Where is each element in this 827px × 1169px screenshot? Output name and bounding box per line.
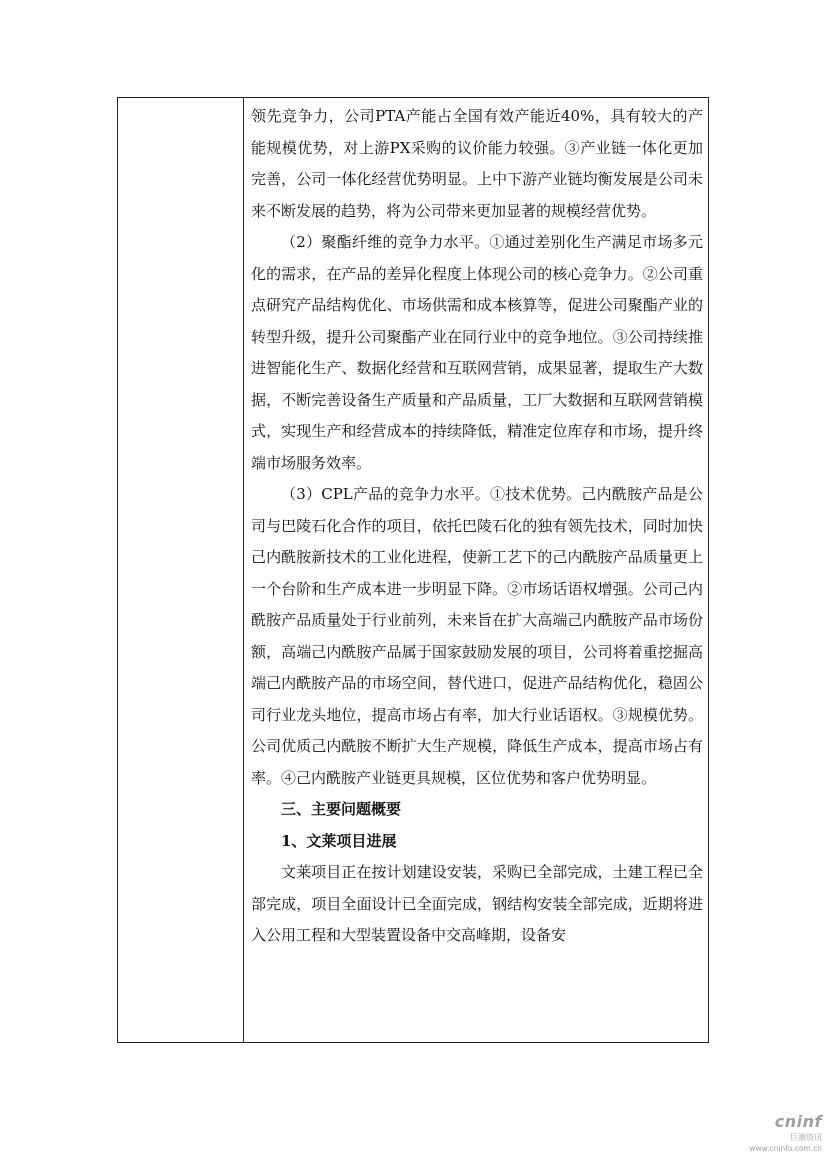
paragraph-cpl: （3）CPL产品的竞争力水平。①技术优势。己内酰胺产品是公司与巴陵石化合作的项目，依托巴陵石化的独有领先技术，同时加快己内酰胺新技术的工业化进程，使新工艺下的己内酰胺产品质量更上一个台阶和生产成本进一步明显下降。②市场话语权增强。公司己内酰胺产品质量处于行业前列，未来旨在扩大高端己内酰胺产品市场份额，高端己内酰胺产品属于国家鼓励发展的项目，公司将着重挖掘高端己内酰胺产品的市场空间，替代进口，促进产品结构优化，稳固公司行业龙头地位，提高市场占有率，加大行业话语权。③规模优势。公司优质己内酰胺不断扩大生产规模，降低生产成本，提高市场占有率。④己内酰胺产业链更具规模，区位优势和客户优势明显。 [251,485,703,787]
subsection-heading-brunei: 1、文莱项目进展 [281,831,397,850]
logo-url: www.cninfo.com.cn [749,1144,822,1153]
paragraph-polyester: （2）聚酯纤维的竞争力水平。①通过差别化生产满足市场多元化的需求，在产品的差异化程度上体现公司的核心竞争力。②公司重点研究产品结构优化、市场供需和成本核算等，促进公司聚酯产业的转型升级，提升公司聚酯产业在同行业中的竞争地位。③公司持续推进智能化生产、数据化经营和互联网营销，成果显著，提取生产大数据，不断完善设备生产质量和产品质量，工厂大数据和互联网营销模式，实现生产和经营成本的持续降低，精准定位库存和市场，提升终端市场服务效率。 [251,233,703,472]
cninfo-watermark-logo [732,1112,822,1164]
column-divider [243,98,244,1042]
paragraph-brunei-progress: 文莱项目正在按计划建设安装，采购已全部完成，土建工程已全部完成，项目全面设计已全面完成，钢结构安装全部完成，近期将进入公用工程和大型装置设备中交高峰期，设备安 [251,863,703,944]
paragraph-pta-continued: 领先竞争力，公司PTA产能占全国有效产能近40%，具有较大的产能规模优势，对上游PX采购的议价能力较强。③产业链一体化更加完善，公司一体化经营优势明显。上中下游产业链均衡发展是公司未来不断发展的趋势，将为公司带来更加显著的规模经营优势。 [251,107,703,220]
section-heading-main-issues: 三、主要问题概要 [281,800,402,818]
content-table [117,97,709,1043]
logo-brand: cninf [774,1112,822,1131]
logo-subtitle: 巨潮资讯 [790,1133,822,1142]
right-cell-content [251,101,703,952]
